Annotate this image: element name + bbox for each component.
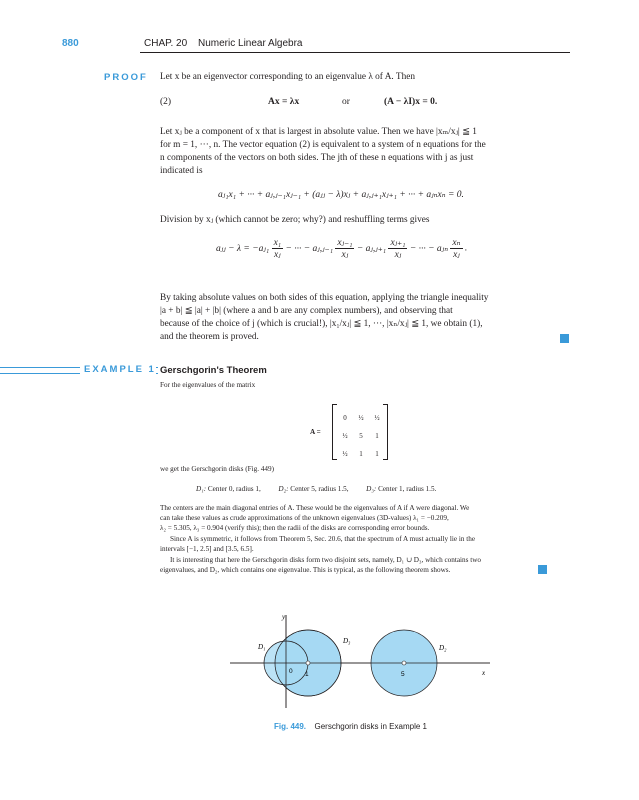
example-p1-line2: can take these values as crude approximations of the unknown eigenvalues (3D-values) λ₁ = −0.209,: [160, 514, 449, 522]
para3-line4: and the theorem is proved.: [160, 332, 259, 342]
example-p2-line2: intervals [−1, 2.5] and [3.5, 6.5].: [160, 545, 254, 553]
proof-label: PROOF: [104, 72, 148, 83]
example-label: EXAMPLE 1: [80, 364, 156, 375]
x-axis-label: x: [482, 669, 486, 677]
matrix: [332, 404, 388, 458]
eq-or: or: [342, 97, 350, 107]
header-rule: [140, 52, 570, 53]
fraction-4: $\frac{\text{xₙ}}{\text{xⱼ}}$: [452, 238, 461, 260]
matrix-row-1: 0 ½ ½: [343, 414, 380, 422]
example-p3-line1: It is interesting that here the Gerschgorin disks form two disjoint sets, namely, D₁ ∪ D₃, which contains two: [170, 556, 481, 564]
caption-text: Gerschgorin disks in Example 1: [314, 722, 427, 731]
para1-line1: Let xⱼ be a component of x that is largest in absolute value. Then we have |xₘ/xⱼ| ≦ 1: [160, 127, 477, 137]
disks-intro: we get the Gerschgorin disks (Fig. 449): [160, 465, 274, 473]
chapter-title: Numeric Linear Algebra: [198, 38, 303, 49]
para3-line1: By taking absolute values on both sides of this equation, applying the triangle inequality: [160, 293, 489, 303]
figure-caption: [274, 722, 427, 731]
equation-jth-row: aⱼ₁x₁ + ··· + aⱼ,ⱼ₋₁xⱼ₋₁ + (aⱼⱼ − λ)xⱼ + aⱼ,ⱼ₊₁xⱼ₊₁ + ··· + aⱼₙxₙ = 0.: [218, 190, 464, 200]
para3-line3: because of the choice of j (which is crucial!), |x₁/xⱼ| ≦ 1, ···, |xₙ/xⱼ| ≦ 1, we obtain (1),: [160, 319, 483, 329]
eq-left: Ax = λx: [268, 97, 300, 107]
example-intro: For the eigenvalues of the matrix: [160, 381, 256, 389]
example-title: Gerschgorin's Theorem: [160, 365, 267, 376]
eq3-end: .: [464, 243, 468, 254]
matrix-name: A =: [310, 428, 321, 436]
proof-intro: Let x be an eigenvector corresponding to an eigenvalue λ of A. Then: [160, 72, 416, 82]
para1-line3: n components of the vectors on both sides. The jth of these n equations with j as just: [160, 153, 474, 163]
fraction-2: $\frac{\text{xⱼ₋₁}}{\text{xⱼ}}$: [337, 238, 353, 260]
disk-list: D₁: Center 0, radius 1, D₂: Center 5, radius 1.5, D₃: Center 1, radius 1.5.: [196, 485, 437, 493]
eq-right: (A − λI)x = 0.: [384, 97, 438, 107]
label-d3: D₃: [343, 637, 351, 645]
page-number: 880: [62, 38, 79, 49]
eq-number: (2): [160, 97, 172, 107]
label-d2: D₂: [439, 644, 447, 652]
eq3-mid1: − ··· − aⱼ,ⱼ₋₁: [285, 244, 334, 254]
tick-1: 1: [305, 671, 309, 678]
end-of-example-square: [538, 565, 547, 574]
fraction-3: $\frac{\text{xⱼ₊₁}}{\text{xⱼ}}$: [390, 238, 406, 260]
example-p3-line2: eigenvalues, and D₂, which contains one eigenvalue. This is typical, as the following theorem shows.: [160, 566, 451, 574]
para3-line2: |a + b| ≦ |a| + |b| (where a and b are any complex numbers), and observing that: [160, 306, 453, 316]
eq3-left: aⱼⱼ − λ = −aⱼ₁: [216, 244, 270, 254]
end-of-proof-square: [560, 334, 569, 343]
fraction-1: $\frac{\text{x₁}}{\text{xⱼ}}$: [273, 237, 282, 260]
example-p2-line1: Since A is symmetric, it follows from Theorem 5, Sec. 20.6, that the spectrum of A must actually lie in the: [170, 535, 476, 543]
equation-divided: [216, 237, 467, 260]
label-d1: D₁: [258, 643, 266, 651]
para2: Division by xⱼ (which cannot be zero; why?) and reshuffling terms gives: [160, 215, 430, 225]
tick-5: 5: [401, 671, 405, 678]
chapter-number: CHAP. 20: [144, 38, 188, 49]
example-p1-line1: The centers are the main diagonal entries of A. These would be the eigenvalues of A if A were diagonal. We: [160, 504, 470, 512]
matrix-row-2: ½ 5 1: [342, 432, 379, 440]
matrix-row-3: ½ 1 1: [342, 450, 379, 458]
example-p1-line3: λ₂ = 5.305, λ₃ = 0.904 (verify this); then the radii of the disks are corresponding error bounds.: [160, 524, 430, 532]
y-axis-label: y: [282, 613, 286, 621]
eq3-mid3: − ··· − aⱼₙ: [409, 244, 449, 254]
para1-line2: for m = 1, ···, n. The vector equation (2) is equivalent to a system of n equations for the: [160, 140, 486, 150]
gerschgorin-figure: [230, 605, 500, 715]
center-d3: [306, 661, 310, 665]
caption-number: Fig. 449.: [274, 722, 307, 731]
eq3-mid2: − aⱼ,ⱼ₊₁: [356, 244, 387, 254]
center-d2: [402, 661, 406, 665]
para1-line4: indicated is: [160, 166, 203, 176]
tick-0: 0: [289, 668, 293, 675]
